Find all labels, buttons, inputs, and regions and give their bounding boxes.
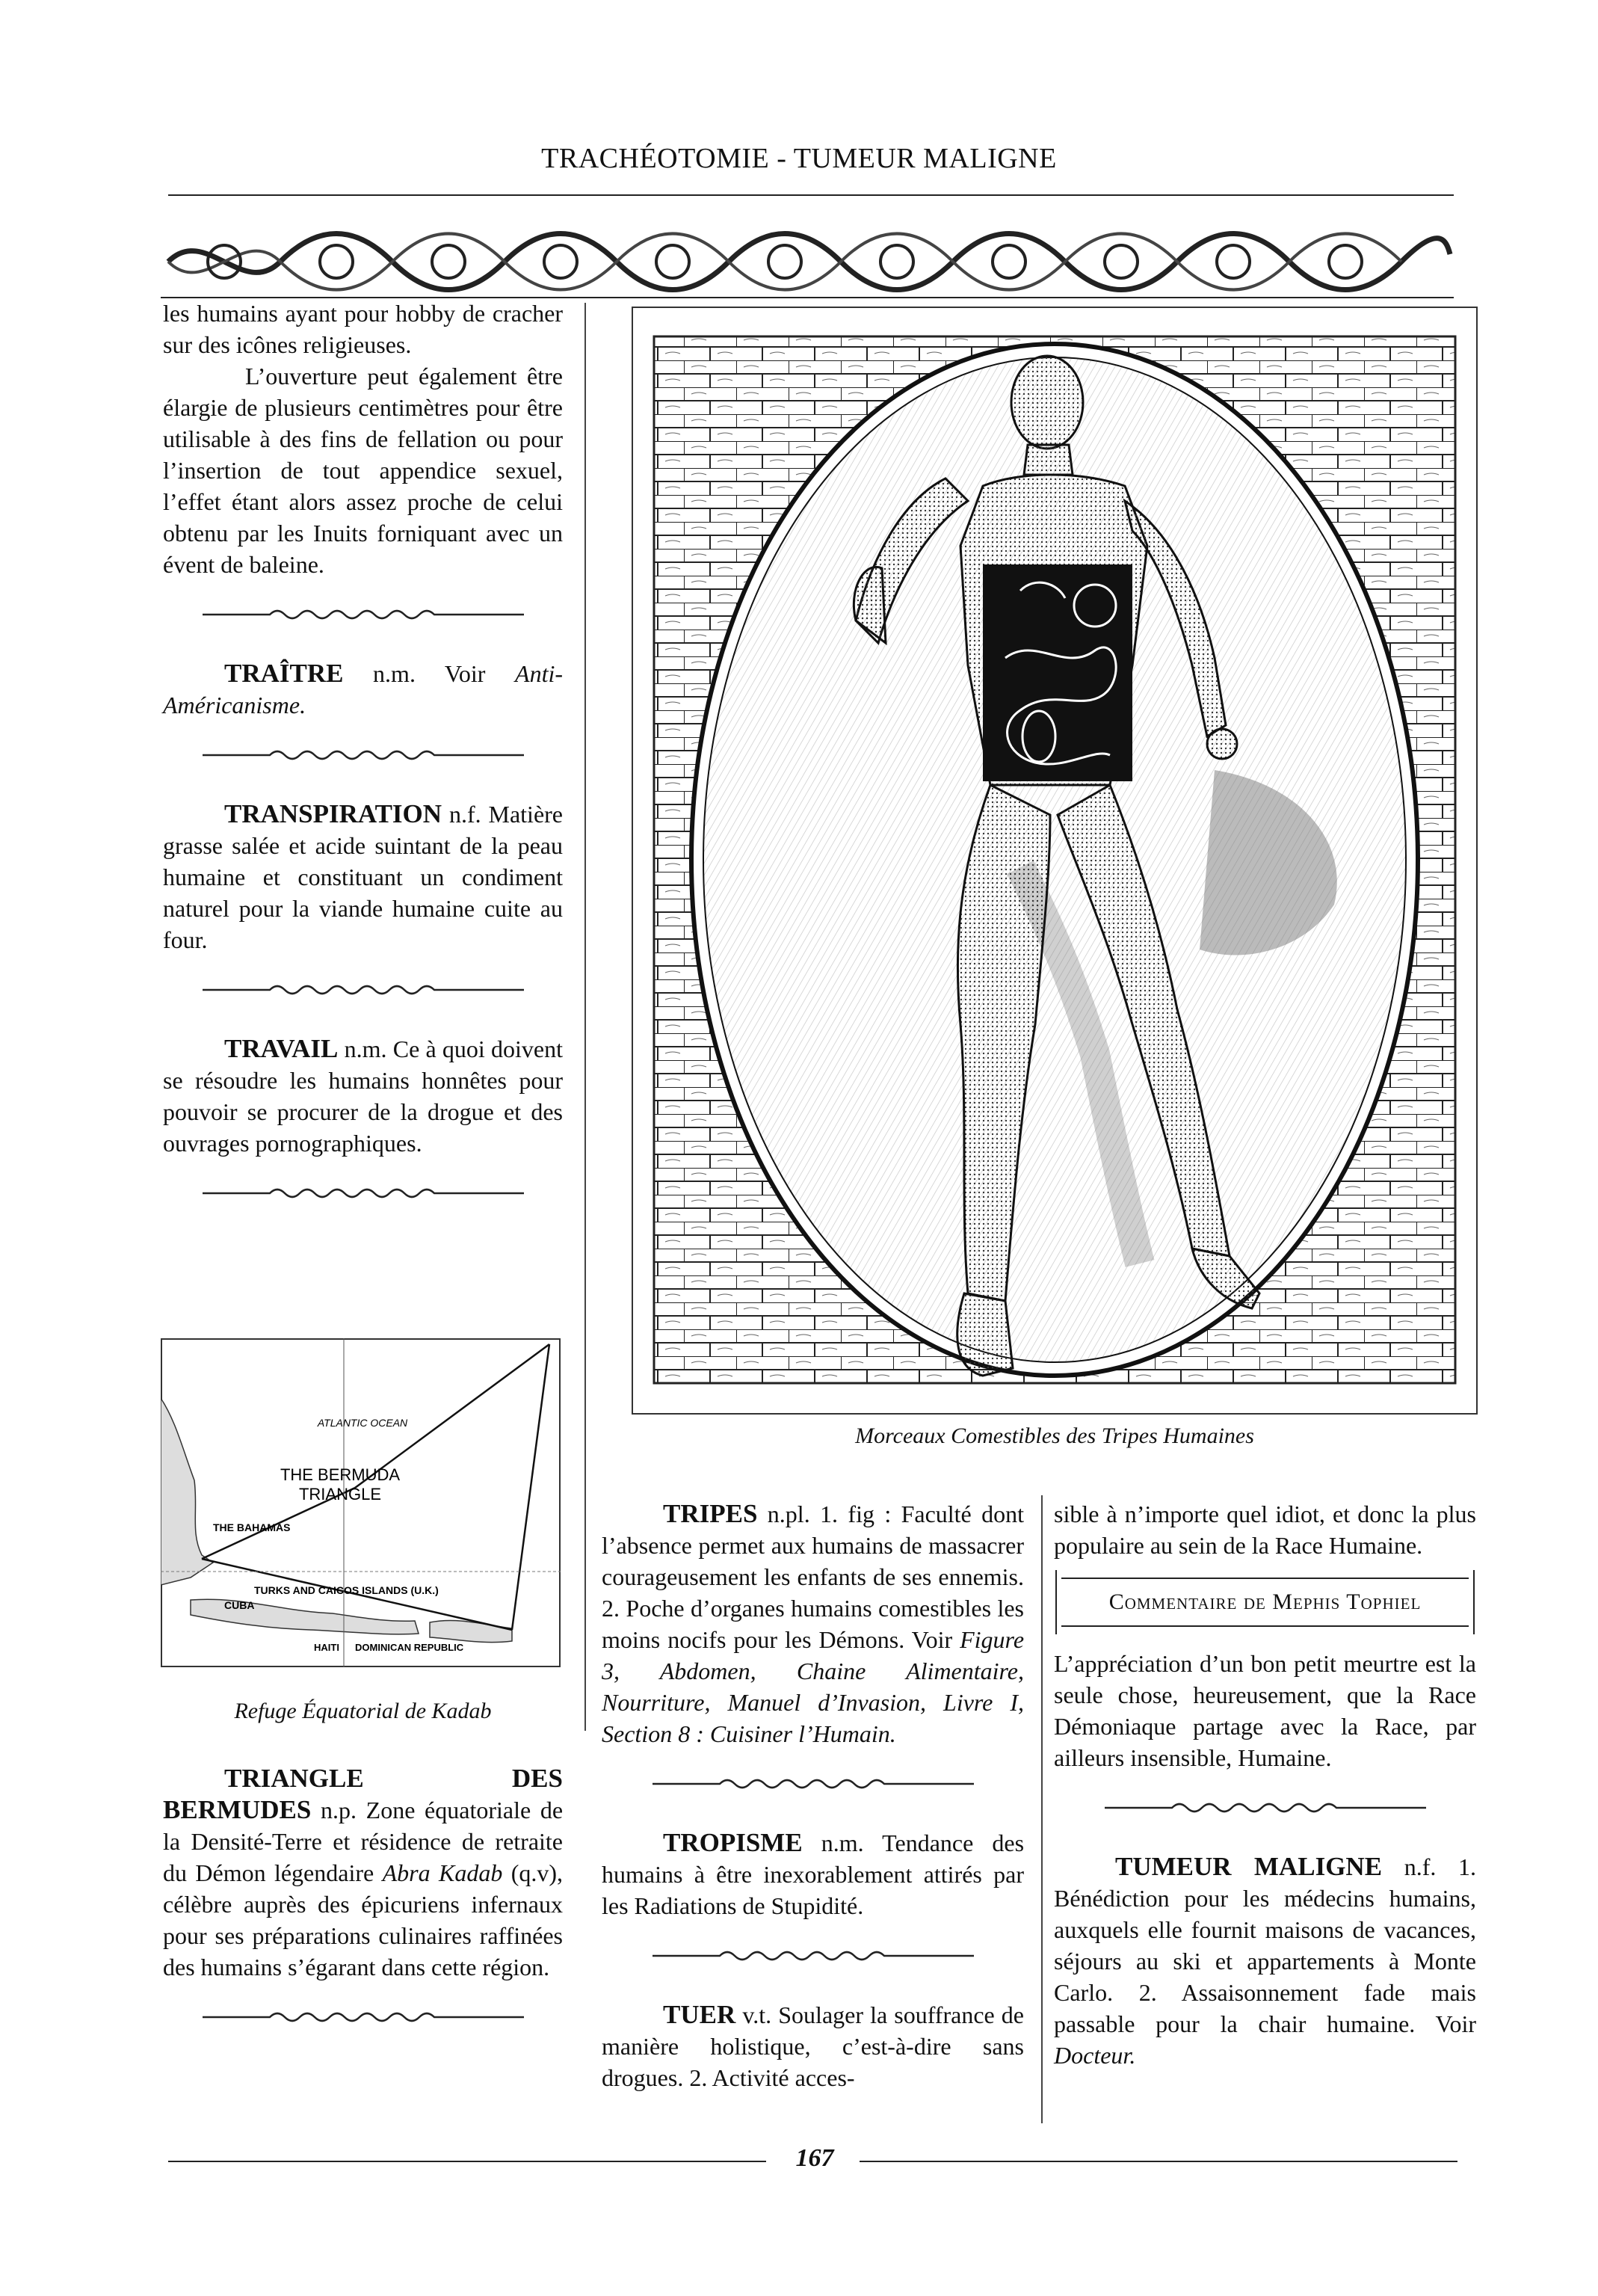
pos-tumeur: n.f. bbox=[1404, 1853, 1437, 1880]
text-tripes: 1. fig : Faculté dont l’absence permet aux humains de massacrer courageusement les enfants de ses ennemis. 2. Poche d’organes humains comestibles les moins nocifs pour les Démons. Voir bbox=[602, 1501, 1024, 1653]
text-triangle-a: Zone équatoriale de la Densité-Terre et résidence de retraite du Démon légendaire bbox=[163, 1797, 564, 1886]
column-divider bbox=[584, 303, 586, 1731]
tuer-continued: sible à n’importe quel idiot, et donc la plus populaire au sein de la Race Humaine. bbox=[1054, 1501, 1476, 1559]
entry-tuer bbox=[602, 1999, 1024, 2093]
entry-tropisme bbox=[602, 1827, 1024, 1921]
text-travail: Ce à quoi doivent se résoudre les humains honnêtes pour pouvoir se procurer de la drogue et des ouvrages pornographiques. bbox=[163, 1035, 563, 1157]
headword-tropisme: TROPISME bbox=[663, 1828, 803, 1857]
left-column-top bbox=[163, 298, 563, 1237]
map-title-line1: THE BERMUDA bbox=[280, 1465, 401, 1484]
entry-tripes bbox=[602, 1498, 1024, 1749]
pos-transpiration: n.f. bbox=[448, 801, 481, 828]
entry-transpiration bbox=[163, 798, 563, 955]
headword-tripes: TRIPES bbox=[663, 1499, 758, 1528]
name-abra-kadab: Abra Kadab bbox=[382, 1859, 503, 1886]
text-tumeur: 1. Bénédiction pour les médecins humains, auxquels elle fournit maisons de vacances, séjours au ski et appartements à Monte Carlo. 2. Assaisonnement fade mais passable pour la chair humaine. Voir bbox=[1054, 1853, 1476, 2037]
commentary-title: Commentaire de Mephis Tophiel bbox=[1108, 1589, 1422, 1614]
left-column-bottom bbox=[163, 1696, 563, 2060]
commentary-text: L’appréciation d’un bon petit meurtre est la seule chose, heureusement, que la Race Démoniaque partage avec la Race, par ailleurs insensible, Humaine. bbox=[1054, 1650, 1476, 1771]
entry-separator bbox=[653, 1775, 974, 1790]
continuation-text-2: L’ouverture peut également être élargie de plusieurs centimètres pour être utilisable à des fins de fellation ou pour l’insertion de tout appendice sexuel, l’effet étant alors assez proche de celui obtenu par les Inuits forniquant avec un évent de baleine. bbox=[163, 363, 563, 578]
headword-tumeur: TUMEUR MALIGNE bbox=[1115, 1852, 1383, 1881]
map-label-cuba: CUBA bbox=[224, 1599, 255, 1611]
map-caption: Refuge Équatorial de Kadab bbox=[234, 1699, 492, 1723]
text-triangle-b: (q.v), célèbre auprès des épicuriens infernaux pour ses préparations culinaires raffinées des humains s’égarant dans cette région. bbox=[163, 1859, 564, 1980]
anatomical-engraving bbox=[632, 307, 1478, 1415]
text-tropisme: Tendance des humains à être inexorablement attirés par les Radiations de Stupidité. bbox=[602, 1829, 1025, 1919]
footer-rule-left bbox=[168, 2161, 766, 2162]
ref-traitre: Anti-Américanisme. bbox=[163, 660, 563, 718]
headword-tuer: TUER bbox=[663, 2000, 736, 2029]
figure-caption: Morceaux Comestibles des Tripes Humaines bbox=[855, 1424, 1254, 1448]
map-label-turks: TURKS AND CAICOS ISLANDS (U.K.) bbox=[254, 1584, 439, 1596]
pos-tripes: n.pl. bbox=[767, 1501, 810, 1527]
running-title: TRACHÉOTOMIE - TUMEUR MALIGNE bbox=[541, 143, 1057, 174]
entry-separator bbox=[203, 1184, 524, 1199]
header-rule bbox=[168, 194, 1454, 196]
ref-tumeur: Docteur. bbox=[1054, 2042, 1136, 2069]
right-column bbox=[1054, 1498, 1476, 2071]
entry-triangle bbox=[163, 1763, 563, 1983]
entry-separator bbox=[203, 981, 524, 996]
entry-separator bbox=[203, 606, 524, 621]
column-divider-right bbox=[1041, 1495, 1043, 2123]
commentary-box bbox=[1061, 1578, 1469, 1627]
bermuda-map bbox=[161, 1338, 561, 1667]
text-transpiration: Matière grasse salée et acide suintant de la peau humaine et constituant un condiment naturel pour la viande humaine cuite au four. bbox=[163, 801, 563, 953]
pos-tuer: v.t. bbox=[742, 2001, 772, 2028]
middle-column bbox=[602, 1498, 1024, 2093]
entry-traitre bbox=[163, 658, 563, 721]
ornament-band bbox=[161, 224, 1454, 299]
map-label-ocean: ATLANTIC OCEAN bbox=[317, 1417, 408, 1429]
headword-transpiration: TRANSPIRATION bbox=[224, 799, 442, 828]
headword-triangle: TRIANGLE DES BERMUDES bbox=[163, 1764, 563, 1824]
map-title-line2: TRIANGLE bbox=[298, 1485, 382, 1504]
headword-travail: TRAVAIL bbox=[224, 1034, 339, 1063]
continuation-text: les humains ayant pour hobby de cracher sur des icônes religieuses. bbox=[163, 300, 563, 358]
entry-separator bbox=[653, 1947, 974, 1962]
entry-travail bbox=[163, 1033, 563, 1159]
headword-traitre: TRAÎTRE bbox=[224, 659, 344, 688]
text-tuer: Soulager la souffrance de manière holistique, c’est-à-dire sans drogues. 2. Activité acces- bbox=[602, 2001, 1025, 2091]
pos-traitre: n.m. bbox=[373, 660, 416, 687]
pos-triangle: n.p. bbox=[321, 1797, 357, 1823]
map-label-haiti: HAITI bbox=[314, 1642, 339, 1653]
entry-separator bbox=[1105, 1799, 1426, 1814]
pos-tropisme: n.m. bbox=[821, 1829, 864, 1856]
refs-tripes: Figure 3, Abdomen, Chaine Alimentaire, Nourriture, Manuel d’Invasion, Livre I, Section 8 : Cuisiner l’Humain. bbox=[602, 1626, 1025, 1747]
text-traitre: Voir bbox=[444, 660, 486, 687]
map-label-bahamas: THE BAHAMAS bbox=[213, 1521, 291, 1533]
page-number: 167 bbox=[795, 2144, 834, 2172]
entry-separator bbox=[203, 2008, 524, 2023]
footer-rule-right bbox=[860, 2161, 1457, 2162]
map-label-dominican: DOMINICAN REPUBLIC bbox=[355, 1642, 464, 1653]
entry-tumeur bbox=[1054, 1851, 1476, 2071]
entry-separator bbox=[203, 746, 524, 761]
pos-travail: n.m. bbox=[344, 1035, 387, 1062]
